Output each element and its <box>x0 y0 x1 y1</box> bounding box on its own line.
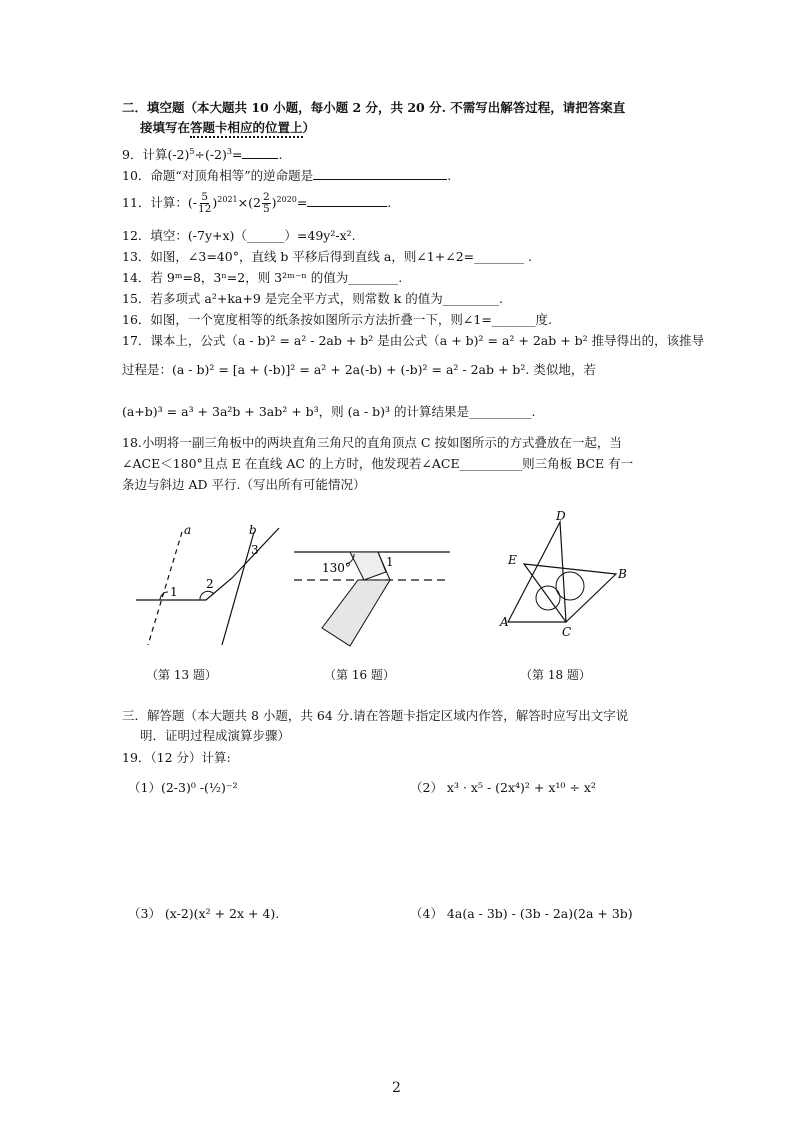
question-11: 11．计算：(- $\frac{5}{12}$ )$^{2021}$×(2 $\frac{2}{5}$ )$^{2020}$= . <box>122 191 392 215</box>
question-19-part2: （2） x³ · x⁵ - (2x⁴)² + x¹⁰ ÷ x² <box>410 780 596 795</box>
question-13: 13．如图，∠3=40°，直线 b 平移后得到直线 a，则∠1+∠2=________ . <box>122 249 533 264</box>
triangle-ACD <box>508 522 566 622</box>
label-130: 130° <box>322 561 351 575</box>
folded-strip <box>350 552 386 580</box>
question-10: 10．命题“对顶角相等”的逆命题是 . <box>122 168 452 183</box>
strip-lower <box>322 580 390 646</box>
section2-title-line1: 二．填空题（本大题共 10 小题，每小题 2 分，共 20 分. 不需写出解答过程，请把答案直 <box>122 100 626 115</box>
caption-fig16: （第 16 题） <box>324 668 395 682</box>
question-17-line2: 过程是：(a - b)² = [a + (-b)]² = a² + 2a(-b) + (-b)² = a² - 2ab + b². 类似地，若 <box>122 362 596 377</box>
caption-fig18: （第 18 题） <box>520 668 591 682</box>
question-14: 14．若 9ᵐ=8，3ⁿ=2，则 3²ᵐ⁻ⁿ 的值为________. <box>122 270 403 285</box>
question-19-part3: （3） (x-2)(x² + 2x + 4). <box>128 906 280 921</box>
question-19-part1: （1）(2-3)⁰ -(½)⁻² <box>128 780 238 795</box>
question-17-line3: (a+b)³ = a³ + 3a²b + 3ab² + b³，则 (a - b)³ 的计算结果是__________. <box>122 404 536 419</box>
label-D: D <box>556 509 566 523</box>
question-15: 15．若多项式 a²+ka+9 是完全平方式，则常数 k 的值为_________. <box>122 291 503 306</box>
label-C: C <box>562 625 572 639</box>
section3-title-line2: 明．证明过程成演算步骤） <box>140 728 291 743</box>
line-b <box>222 532 254 645</box>
question-18-line3: 条边与斜边 AD 平行.（写出所有可能情况） <box>122 477 366 492</box>
label-E: E <box>508 553 517 567</box>
label-3: 3 <box>251 543 259 557</box>
section3-title-line1: 三．解答题（本大题共 8 小题，共 64 分.请在答题卡指定区域内作答，解答时应写出文字说 <box>122 708 629 723</box>
label-1: 1 <box>170 585 178 599</box>
label-b: b <box>249 523 257 537</box>
label-A: A <box>500 615 509 629</box>
triangle-BCE <box>524 564 616 622</box>
caption-fig13: （第 13 题） <box>146 668 217 682</box>
question-12: 12．填空：(-7y+x)（______）=49y²-x². <box>122 228 356 243</box>
question-17-line1: 17．课本上，公式（a - b)² = a² - 2ab + b² 是由公式（a + b)² = a² + 2ab + b² 推导得出的，该推导 <box>122 333 705 348</box>
figure-18 <box>500 509 650 642</box>
label-B: B <box>618 567 627 581</box>
page-number: 2 <box>392 1080 401 1096</box>
label-1: 1 <box>386 555 394 569</box>
question-16: 16．如图，一个宽度相等的纸条按如图所示方法折叠一下，则∠1=_______度. <box>122 312 553 327</box>
question-19-part4: （4） 4a(a - 3b) - (3b - 2a)(2a + 3b) <box>410 906 633 921</box>
label-2: 2 <box>206 577 214 591</box>
question-18-line2: ∠ACE＜180°且点 E 在直线 AC 的上方时，他发现若∠ACE__________则三角板 BCE 有一 <box>122 456 634 471</box>
question-18-line1: 18.小明将一副三角板中的两块直角三角尺的直角顶点 C 按如图所示的方式叠放在一起，当 <box>122 435 622 450</box>
figure-16 <box>290 540 460 670</box>
question-19-title: 19．（12 分）计算: <box>122 750 231 765</box>
figure-13 <box>134 520 284 650</box>
label-a: a <box>184 523 192 537</box>
question-9: 9．计算$(-2)^5\div(-2)^3=$ . <box>122 147 283 162</box>
section2-title-line2: 接填写在答题卡相应的位置上） <box>140 120 315 136</box>
